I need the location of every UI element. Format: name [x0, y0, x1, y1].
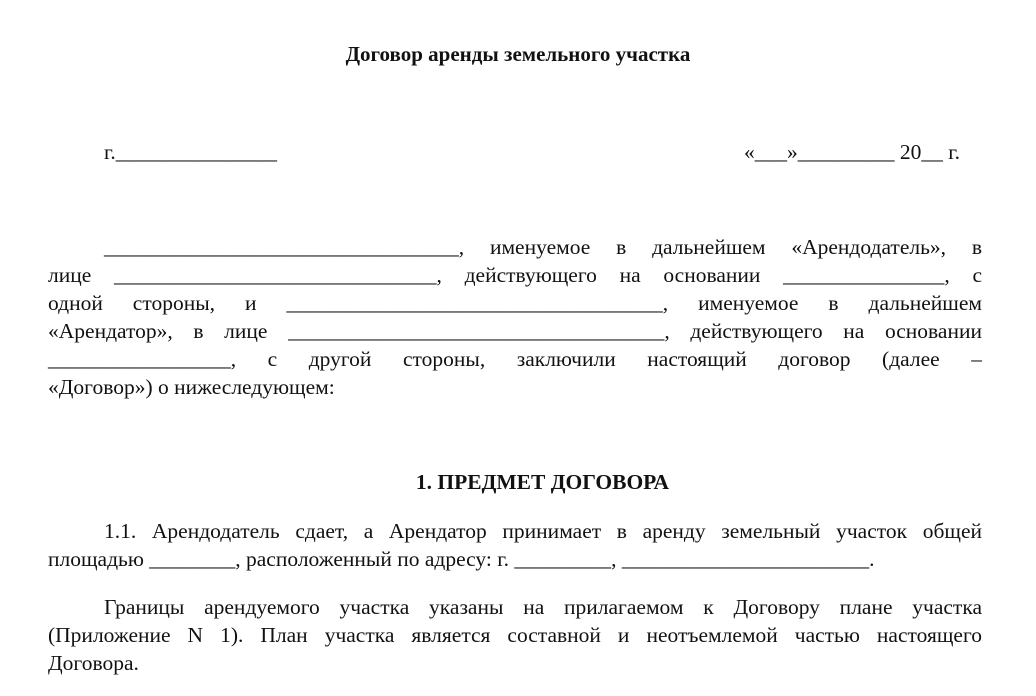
clause-line: 1.1. Арендодатель сдает, а Арендатор принимает в аренду земельный участок общей — [104, 519, 982, 543]
parties-line: одной стороны, и ___________________________________, именуемое в дальнейшем — [48, 291, 982, 315]
clause-line: площадью ________, расположенный по адресу: г. _________, _______________________. — [48, 547, 875, 571]
borders-line: Договора. — [48, 651, 139, 675]
borders-line: Границы арендуемого участка указаны на прилагаемом к Договору плане участка — [104, 595, 982, 619]
parties-line: _________________________________, именуемое в дальнейшем «Арендодатель», в — [104, 235, 982, 259]
borders-paragraph — [48, 593, 982, 677]
place-field: г._______________ — [104, 140, 278, 164]
parties-line: лице ______________________________, действующего на основании _______________, с — [48, 263, 982, 287]
date-field: «___»_________ 20__ г. — [743, 140, 960, 164]
parties-line: «Арендатор», в лице ___________________________________, действующего на основании — [48, 319, 982, 343]
document-title: Договор аренды земельного участка — [345, 42, 691, 66]
borders-line: (Приложение N 1). План участка является составной и неотъемлемой частью настоящего — [48, 623, 982, 647]
clause-1-1 — [48, 517, 982, 573]
parties-paragraph — [48, 233, 982, 401]
parties-line: _________________, с другой стороны, заключили настоящий договор (далее – — [48, 347, 982, 371]
section-title: 1. ПРЕДМЕТ ДОГОВОРА — [415, 470, 670, 494]
parties-line: «Договор») о нижеследующем: — [48, 375, 335, 399]
